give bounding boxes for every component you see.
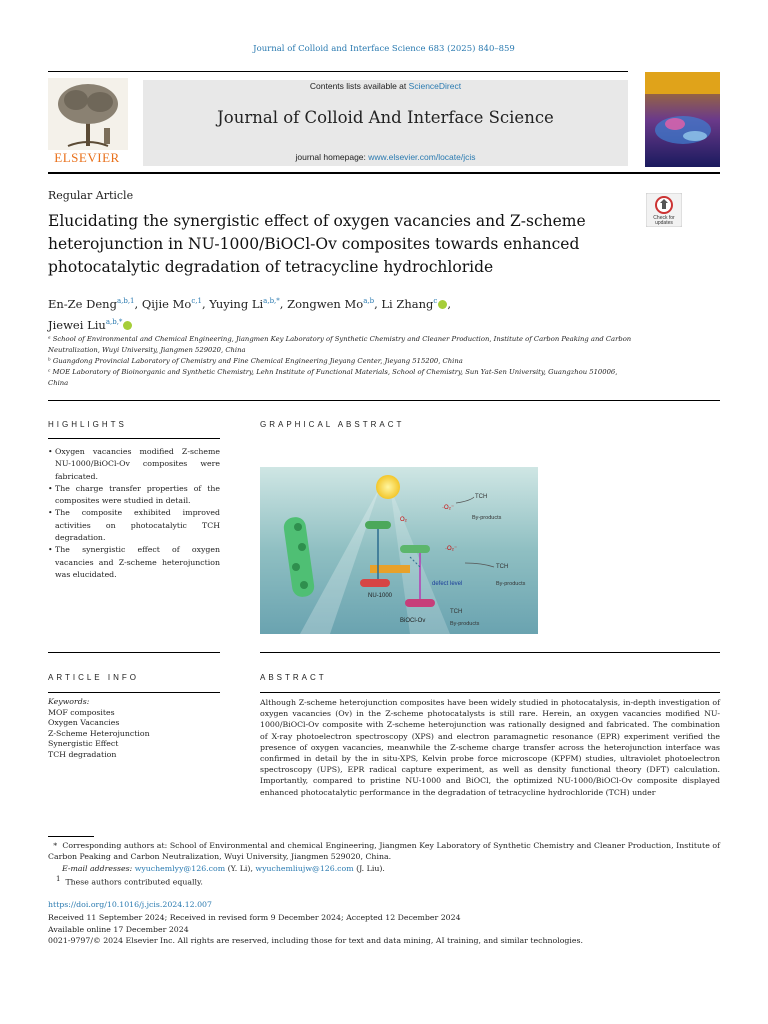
author-sup[interactable]: a,b,*: [105, 317, 123, 326]
abstract-rule-top: [260, 652, 720, 653]
keyword: Z-Scheme Heterojunction: [48, 728, 150, 738]
author-name: En-Ze Deng: [48, 296, 117, 311]
label-biocl: BiOCl-Ov: [400, 618, 426, 624]
author-sup[interactable]: a,b: [363, 297, 375, 305]
keywords-label: Keywords:: [48, 697, 90, 706]
keywords-block: [48, 697, 220, 761]
graphical-abstract-image[interactable]: [260, 467, 538, 634]
author-sup[interactable]: a,b,1: [116, 297, 135, 305]
author: [142, 297, 209, 311]
email-link[interactable]: wyuchemliujw@126.com: [255, 863, 354, 873]
affiliation-c: ᶜ MOE Laboratory of Bioinorganic and Synthetic Chemistry, Lehn Institute of Functional Materials, School of Chemistry, Sun Yat-Sen University, Guangzhou 510006, China: [48, 368, 618, 387]
author: [287, 297, 381, 311]
label-defect-level: defect level: [432, 581, 463, 587]
orcid-icon[interactable]: [438, 300, 447, 309]
email-label: E-mail addresses:: [62, 863, 133, 873]
journal-reference[interactable]: Journal of Colloid and Interface Science 683 (2025) 840–859: [253, 44, 515, 54]
email-footnote: [48, 863, 720, 874]
hole-band-biocl: [405, 599, 435, 607]
author: [209, 297, 287, 311]
journal-title: Journal of Colloid And Interface Science: [217, 108, 554, 127]
elsevier-wordmark: ELSEVIER: [54, 150, 120, 165]
highlights-heading: HIGHLIGHTS: [48, 420, 127, 429]
article-type: Regular Article: [48, 189, 134, 202]
abstract-heading: ABSTRACT: [260, 673, 327, 682]
affiliations: [48, 334, 638, 389]
contents-line: [143, 81, 628, 91]
affiliation-rule: [48, 400, 720, 401]
defect-band: [370, 565, 410, 573]
highlight-text: The charge transfer properties of the composites were studied in detail.: [55, 483, 220, 506]
author-sep: ,: [447, 296, 451, 311]
author-sep: ,: [201, 296, 210, 311]
author-list: [48, 292, 668, 334]
online-date: Available online 17 December 2024: [48, 924, 189, 934]
copyright: 0021-9797/© 2024 Elsevier Inc. All rights are reserved, including those for text and data mining, AI training, and similar technologies.: [48, 936, 583, 945]
label-byproducts: By-products: [496, 581, 526, 587]
received-dates: Received 11 September 2024; Received in revised form 9 December 2024; Accepted 12 December 2024: [48, 913, 461, 922]
highlight-item: [48, 507, 220, 544]
check-for-updates-badge[interactable]: [646, 193, 682, 227]
author: [48, 318, 132, 332]
keyword: TCH degradation: [48, 749, 117, 759]
affiliation-a: ᵃ School of Environmental and Chemical Engineering, Jiangmen Key Laboratory of Synthetic Chemistry and Cleaner Production, Institute of Carbon Peaking and Carbon Neutralization, Wuyi University, Jiangmen 529020, China: [48, 335, 632, 354]
electron-band-biocl: [400, 545, 430, 553]
bullet: •: [48, 447, 53, 456]
article-title: Elucidating the synergistic effect of oxygen vacancies and Z-scheme heterojunction in NU-1000/BiOCl-Ov composites towards enhanced photocatalytic degradation of tetracycline hydrochloride: [48, 212, 586, 276]
orcid-icon[interactable]: [123, 321, 132, 330]
homepage-link[interactable]: www.elsevier.com/locate/jcis: [368, 152, 476, 162]
author: [381, 297, 451, 311]
abstract-text: Although Z-scheme heterojunction composites have been widely studied in photocatalysis, in-depth investigation of oxygen vacancies (Ov) in the Z-scheme photocatalysts is still rare. Herein, an oxygen vacancies modified NU-1000/BiOCl-Ov composite with Z-scheme heterojunction was rationally designed and fabricated. The combination of X-ray photoelectron spectroscopy (XPS) and electron paramagnetic resonance (EPR) experiment verified the presence of oxygen vacancies, meanwhile the Z-scheme charge transfer across the heterojunction interface was confirmed in detail by the in situ-XPS, Kelvin probe force microscope (KPFM) studies, ultraviolet photoelectron spectroscopy (UPS), EPR radical capture experiment, as well as density functional theory (DFT) calculation. Importantly, compared to pristine NU-1000 and BiOCl, the optimized NU-1000/BiOCl-Ov composite displayed enhanced photocatalytic performance in the degradation of tetracycline hydrochloride (TCH) under: [260, 698, 720, 797]
author-sup[interactable]: c,1: [191, 297, 202, 305]
journal-cover-image[interactable]: [645, 72, 720, 167]
keyword: MOF composites: [48, 707, 115, 717]
corresponding-footnote: * Corresponding authors at: School of Environmental and chemical Engineering, Jiangmen Key Laboratory of Synthetic Chemistry and Cleaner Production, Institute of Carbon Peaking and Carbon Neutralization, Wuyi University, Jiangmen 529020, China.: [48, 841, 721, 862]
keyword: Oxygen Vacancies: [48, 718, 120, 728]
hole-band-nu: [360, 579, 390, 587]
doi-link[interactable]: https://doi.org/10.1016/j.jcis.2024.12.007: [48, 900, 212, 909]
equal-text: These authors contributed equally.: [65, 877, 203, 887]
footnote-rule: [48, 836, 94, 837]
contents-prefix: Contents lists available at: [309, 81, 407, 91]
label-tch: TCH: [496, 564, 509, 570]
highlights-list: [48, 446, 220, 581]
bullet: •: [48, 545, 53, 555]
electron-band-top: [365, 521, 391, 529]
article-info-rule: [48, 692, 220, 693]
label-tch: TCH: [475, 494, 488, 500]
label-o2-radical: ·O₂⁻: [445, 546, 458, 552]
highlight-item: [48, 483, 220, 508]
sciencedirect-link[interactable]: ScienceDirect: [408, 81, 462, 91]
highlight-text: The synergistic effect of oxygen vacancies and Z-scheme heterojunction was elucidated.: [55, 545, 220, 579]
label-byproducts: By-products: [472, 515, 502, 521]
article-info-heading: ARTICLE INFO: [48, 673, 139, 682]
bullet: •: [48, 508, 53, 518]
article-info-rule-top: [48, 652, 220, 653]
label-o2: O₂: [400, 517, 407, 523]
keyword: Synergistic Effect: [48, 739, 119, 749]
bullet: •: [48, 483, 53, 493]
author-sep: ,: [279, 296, 288, 311]
affiliation-b: ᵇ Guangdong Provincial Laboratory of Chemistry and Fine Chemical Engineering Jieyang Center, Jieyang 515200, China: [48, 357, 463, 365]
author-name: Jiewei Liu: [48, 317, 106, 332]
author-name: Zongwen Mo: [287, 296, 364, 311]
author-name: Li Zhang: [381, 296, 434, 311]
author-sup[interactable]: a,b,*: [263, 297, 280, 305]
header-rule-bottom: [48, 172, 720, 174]
svg-text:Check for: Check for: [653, 215, 675, 221]
author-name: Qijie Mo: [141, 296, 192, 311]
footnotes: [48, 840, 720, 888]
author-sep: ,: [374, 296, 382, 311]
svg-text:updates: updates: [655, 220, 673, 226]
label-tch: TCH: [450, 609, 463, 615]
author-sep: ,: [134, 296, 142, 311]
article-dates: [48, 912, 583, 947]
homepage-prefix: journal homepage:: [295, 152, 366, 162]
corresponding-text: Corresponding authors at: School of Environmental and chemical Engineering, Jiangmen Key Laboratory of Synthetic Chemistry and Cleaner Production, Institute of Carbon Peaking and Carbon Neutralization, Wuyi University, Jiangmen 529020, China.: [48, 841, 721, 862]
label-nu1000: NU-1000: [368, 593, 393, 599]
label-byproducts: By-products: [450, 621, 480, 627]
highlight-text: The composite exhibited improved activities on photocatalytic TCH degradation.: [55, 508, 220, 543]
email-owner: (Y. Li),: [227, 863, 253, 873]
email-owner: (J. Liu).: [356, 863, 385, 873]
label-o2-radical: ·O₂⁻: [442, 505, 455, 511]
author: [48, 297, 142, 311]
email-link[interactable]: wyuchemlyy@126.com: [134, 863, 226, 873]
highlights-rule: [48, 438, 220, 439]
highlight-item: [48, 446, 220, 483]
highlight-item: [48, 544, 220, 581]
graphical-abstract-heading: GRAPHICAL ABSTRACT: [260, 420, 405, 429]
homepage-line: [143, 152, 628, 162]
sun-icon: [376, 475, 400, 499]
header-rule-top: [48, 71, 628, 72]
abstract-rule: [260, 692, 720, 693]
author-sup[interactable]: c: [433, 297, 438, 305]
author-name: Yuying Li: [209, 296, 264, 311]
equal-contribution-footnote: $^1$ These authors contributed equally.: [56, 875, 203, 887]
highlight-text: Oxygen vacancies modified Z-scheme NU-1000/BiOCl-Ov composites were fabricated.: [55, 447, 220, 481]
